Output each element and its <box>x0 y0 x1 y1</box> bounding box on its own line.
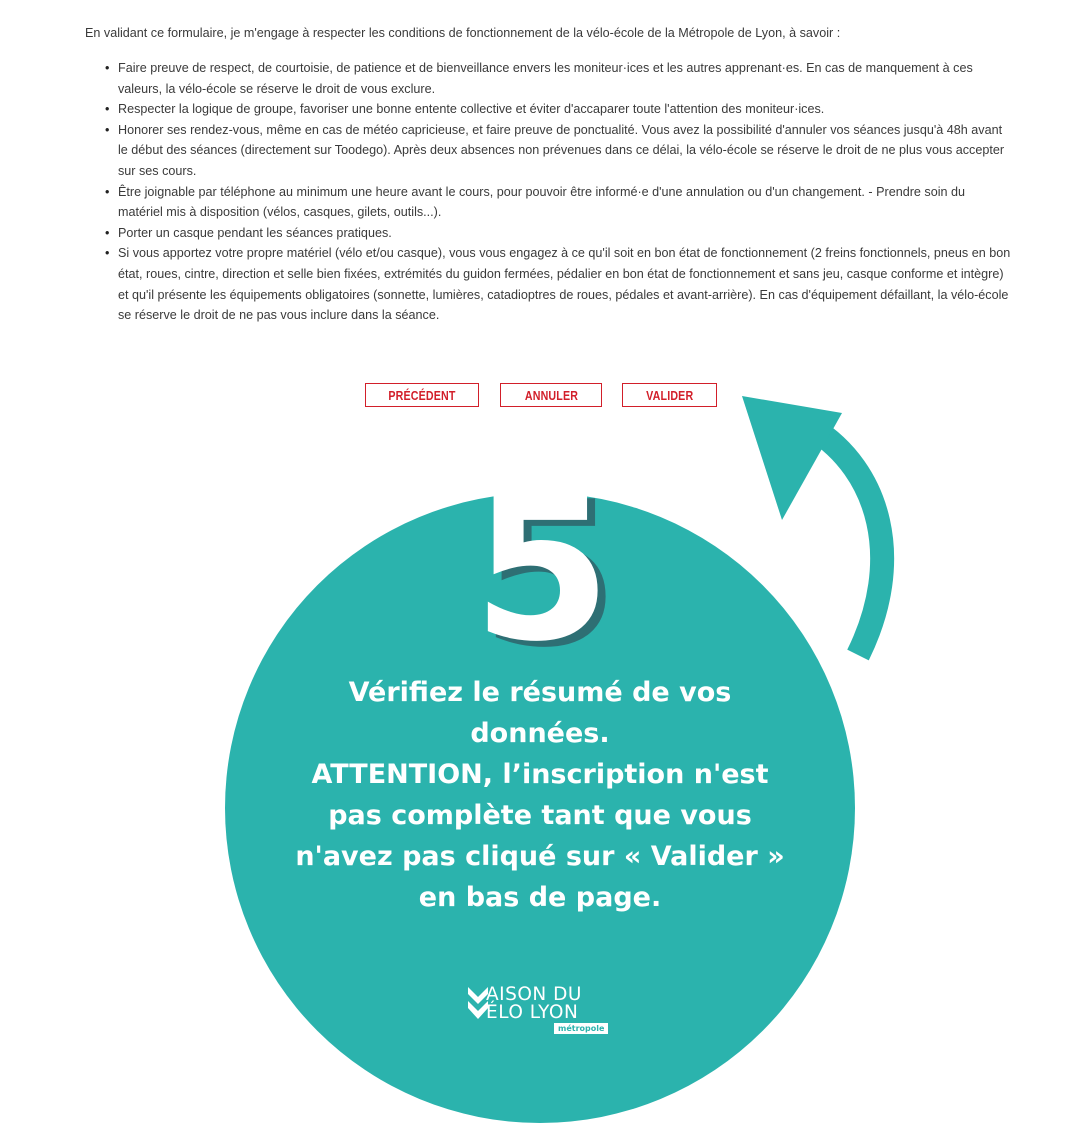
rule-item: • Honorer ses rendez-vous, même en cas de météo capricieuse, et faire preuve de ponctualité. Vous avez la possibilité d'annuler vos séances jusqu'à 48h avant le début des séances (directement sur Toodego). Après deux absences non prévenues dans ce délai, la vélo-école se réserve le droit de ne plus vous accepter sur ses cours. <box>118 120 1013 182</box>
callout-line: ATTENTION, l’inscription n'est <box>311 759 769 790</box>
callout-line: n'avez pas cliqué sur « Valider » <box>295 841 785 872</box>
callout-line: pas complète tant que vous <box>328 800 752 831</box>
callout-line: en bas de page. <box>418 882 662 913</box>
previous-button-label: PRÉCÉDENT <box>388 387 456 403</box>
rule-item: • Si vous apportez votre propre matériel (vélo et/ou casque), vous vous engagez à ce qu'il soit en bon état de fonctionnement (2 freins fonctionnels, pneus en bon état, roues, cintre, direction et selle bien fixées, extrémités du guidon fermées, pédalier en bon état de fonctionnement et sans jeu, casque conforme et intègre) et qu'il présente les équipements obligatoires (sonnette, lumières, catadioptres de roues, pédales et avant-arrière). En cas d'équipement défaillant, la vélo-école se réserve le droit de ne pas vous inclure dans la séance. <box>118 243 1013 325</box>
cancel-button-label: ANNULER <box>524 387 578 403</box>
form-intro: En validant ce formulaire, je m'engage à respecter les conditions de fonctionnement de la vélo-école de la Métropole de Lyon, à savoir : <box>85 26 841 40</box>
logo-line-1: AISON DU <box>486 984 582 1005</box>
callout-line: données. <box>470 718 610 749</box>
rule-item: • Respecter la logique de groupe, favoriser une bonne entente collective et éviter d'accaparer toute l'attention des moniteur·ices. <box>118 99 1013 120</box>
logo-tag: métropole <box>554 1023 608 1034</box>
logo-line-2: ÉLO LYON <box>486 1002 579 1023</box>
callout-message <box>280 672 800 918</box>
rule-item: • Être joignable par téléphone au minimum une heure avant le cours, pour pouvoir être informé·e d'une annulation ou d'un changement. - Prendre soin du matériel mis à disposition (vélos, casques, gilets, outils...). <box>118 182 1013 223</box>
rule-item: • Porter un casque pendant les séances pratiques. <box>118 223 1013 244</box>
step-number: 5 <box>472 453 612 686</box>
validate-button-label: VALIDER <box>645 387 694 403</box>
rule-item: • Faire preuve de respect, de courtoisie, de patience et de bienveillance envers les moniteur·ices et les autres apprenant·es. En cas de manquement à ces valeurs, la vélo-école se réserve le droit de vous exclure. <box>118 58 1013 99</box>
maison-du-velo-logo <box>466 985 616 1037</box>
callout-line: Vérifiez le résumé de vos <box>348 677 732 708</box>
